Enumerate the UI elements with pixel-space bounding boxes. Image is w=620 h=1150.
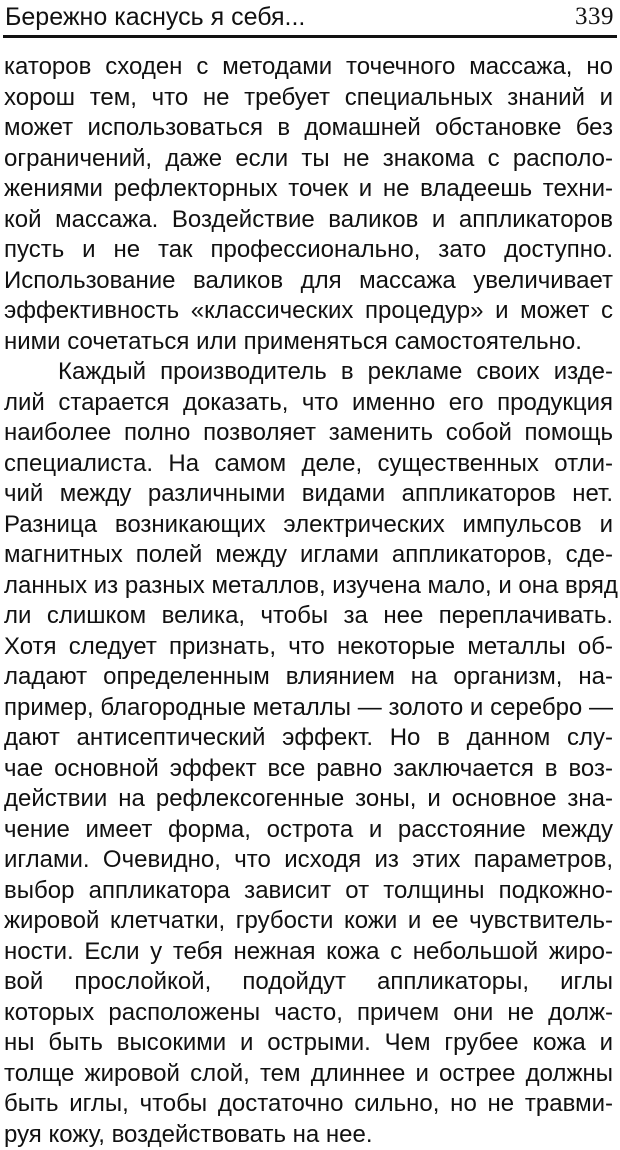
text-line: специалиста. На самом деле, существенных отли- xyxy=(4,449,613,480)
paragraph xyxy=(4,52,613,357)
text-line: Хотя следует признать, что некоторые металлы об- xyxy=(4,632,613,663)
text-line: лий старается доказать, что именно его продукция xyxy=(4,388,613,419)
text-line: хорош тем, что не требует специальных знаний и xyxy=(4,83,613,114)
text-line: чение имеет форма, острота и расстояние между xyxy=(4,815,613,846)
text-line: ности. Если у тебя нежная кожа с небольшой жиро- xyxy=(4,937,613,968)
text-line: толще жировой слой, тем длиннее и острее должны xyxy=(4,1059,613,1090)
text-line: ними сочетаться или применяться самостоятельно. xyxy=(4,327,613,358)
running-head xyxy=(5,2,614,32)
text-line: эффективность «классических процедур» и может с xyxy=(4,296,613,327)
text-line: ограничений, даже если ты не знакома с располо- xyxy=(4,144,613,175)
text-line: Разница возникающих электрических импульсов и xyxy=(4,510,613,541)
text-line: выбор аппликатора зависит от толщины подкожно- xyxy=(4,876,613,907)
text-line: которых расположены часто, причем они не долж- xyxy=(4,998,613,1029)
text-line: руя кожу, воздействовать на нее. xyxy=(4,1120,613,1150)
text-line: может использоваться в домашней обстановке без xyxy=(4,113,613,144)
text-line: каторов сходен с методами точечного массажа, но xyxy=(4,52,613,83)
text-line: быть иглы, чтобы достаточно сильно, но не травми- xyxy=(4,1089,613,1120)
text-line: чий между различными видами аппликаторов нет. xyxy=(4,479,613,510)
text-line: ны быть высокими и острыми. Чем грубее кожа и xyxy=(4,1028,613,1059)
text-line: иглами. Очевидно, что исходя из этих параметров, xyxy=(4,845,613,876)
text-line: наиболее полно позволяет заменить собой помощь xyxy=(4,418,613,449)
page-number: 339 xyxy=(575,2,614,32)
text-line: дают антисептический эффект. Но в данном слу- xyxy=(4,723,613,754)
text-line: Каждый производитель в рекламе своих изде- xyxy=(4,357,613,388)
text-line: ланных из разных металлов, изучена мало, и она вряд xyxy=(4,571,613,602)
text-line: действии на рефлексогенные зоны, и основное зна- xyxy=(4,784,613,815)
text-line: магнитных полей между иглами аппликаторов, сде- xyxy=(4,540,613,571)
text-line: пусть и не так профессионально, зато доступно. xyxy=(4,235,613,266)
text-line: жениями рефлекторных точек и не владеешь техни- xyxy=(4,174,613,205)
paragraph xyxy=(4,357,613,1150)
text-line: вой прослойкой, подойдут аппликаторы, иглы xyxy=(4,967,613,998)
text-line: чае основной эффект все равно заключается в воз- xyxy=(4,754,613,785)
text-line: ладают определенным влиянием на организм, на- xyxy=(4,662,613,693)
text-line: кой массажа. Воздействие валиков и аппликаторов xyxy=(4,205,613,236)
body-text xyxy=(4,52,613,1150)
text-line: жировой клетчатки, грубости кожи и ее чувствитель- xyxy=(4,906,613,937)
running-head-title: Бережно каснусь я себя... xyxy=(5,2,305,32)
text-line: пример, благородные металлы — золото и серебро — xyxy=(4,693,613,724)
text-line: ли слишком велика, чтобы за нее переплачивать. xyxy=(4,601,613,632)
header-rule xyxy=(3,35,617,38)
text-line: Использование валиков для массажа увеличивает xyxy=(4,266,613,297)
